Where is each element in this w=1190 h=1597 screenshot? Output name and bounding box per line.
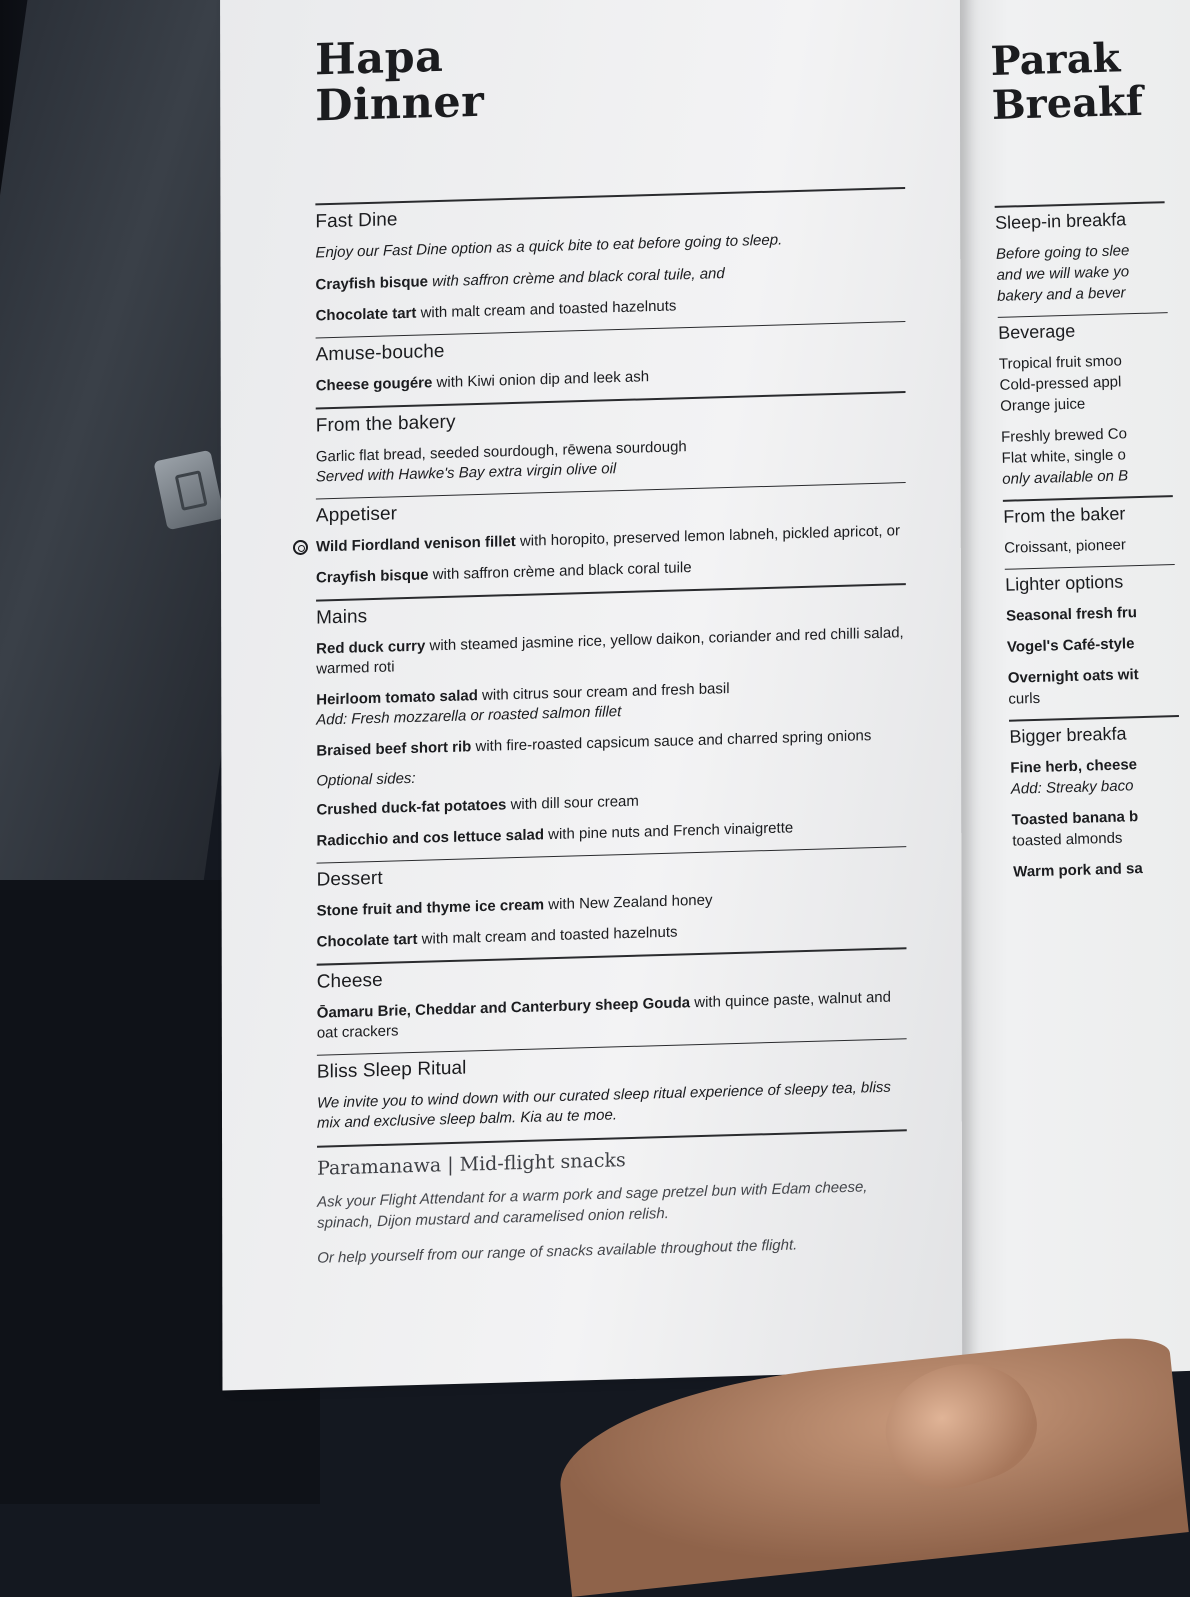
item-desc: with quince paste, walnut and oat crackers bbox=[316, 988, 891, 1042]
item-desc: with pine nuts and French vinaigrette bbox=[543, 818, 794, 843]
item-desc: with steamed jasmine rice, yellow daikon, coriander and red chilli salad, warmed roti bbox=[316, 623, 904, 678]
section-mains bbox=[316, 583, 906, 851]
text-line: Freshly brewed Co bbox=[1000, 425, 1128, 446]
section-divider bbox=[995, 201, 1165, 207]
dinner-menu-page bbox=[220, 0, 962, 1390]
text-line: Seasonal fresh fru bbox=[1005, 604, 1138, 625]
optional-sides-label: Optional sides: bbox=[316, 769, 416, 790]
text-line: Croissant, pioneer bbox=[1003, 535, 1127, 557]
section-text: Ask your Flight Attendant for a warm pork and sage pretzel bun with Edam cheese, spinach, Dijon mustard and caramelised onion relish. bbox=[317, 1177, 868, 1232]
item-desc: with dill sour cream bbox=[506, 792, 639, 813]
section-intro: Enjoy our Fast Dine option as a quick bite to eat before going to sleep. bbox=[315, 230, 783, 261]
text-line: Warm pork and sa bbox=[1012, 859, 1143, 881]
item-name: Cheese gougére bbox=[315, 374, 433, 395]
item-note: Served with Hawke's Bay extra virgin olive oil bbox=[315, 459, 617, 486]
text-line: only available on B bbox=[1002, 467, 1129, 488]
menu-title-line1: Hapa bbox=[315, 31, 444, 86]
item-note: Add: Fresh mozzarella or roasted salmon fillet bbox=[316, 702, 622, 729]
menu-item bbox=[316, 784, 906, 820]
dinner-menu-content bbox=[315, 21, 907, 1282]
menu-item bbox=[317, 987, 907, 1043]
menu-item bbox=[316, 815, 906, 851]
item-desc: with malt cream and toasted hazelnuts bbox=[417, 923, 678, 948]
koru-icon bbox=[293, 540, 308, 555]
section-text: We invite you to wind down with our curated sleep ritual experience of sleepy tea, bliss mix and exclusive sleep balm. Kia au te moe. bbox=[316, 1078, 891, 1132]
section-title: Sleep-in breakfa bbox=[994, 208, 1127, 233]
menu-item bbox=[316, 289, 906, 325]
item-desc: with horopito, preserved lemon labneh, pickled apricot, or bbox=[515, 522, 901, 550]
section-text: Or help yourself from our range of snacks available throughout the flight. bbox=[317, 1235, 798, 1267]
item-desc: with Kiwi onion dip and leek ash bbox=[432, 368, 650, 392]
item-desc: with fire-roasted capsicum sauce and charred spring onions bbox=[471, 726, 872, 755]
text-line: Toasted banana b bbox=[1011, 807, 1139, 829]
breakfast-menu-content bbox=[990, 35, 1183, 882]
text-line: toasted almonds bbox=[1012, 829, 1123, 850]
item-name: Chocolate tart bbox=[315, 304, 417, 324]
text-line: Add: Streaky baco bbox=[1010, 776, 1134, 798]
item-name: Chocolate tart bbox=[316, 930, 418, 951]
item-name: Braised beef short rib bbox=[316, 737, 472, 760]
section-fast-dine bbox=[315, 187, 905, 326]
section-amuse-bouche bbox=[316, 320, 906, 396]
section-bliss-sleep bbox=[317, 1038, 907, 1134]
text-line: Orange juice bbox=[999, 395, 1086, 415]
breakfast-title bbox=[990, 35, 1162, 128]
menu-item bbox=[317, 916, 907, 952]
menu-item bbox=[316, 725, 906, 761]
text-line: Tropical fruit smoo bbox=[998, 352, 1123, 373]
text-line: bakery and a bever bbox=[996, 283, 1126, 305]
item-desc: with citrus sour cream and fresh basil bbox=[477, 679, 730, 704]
text-line: Flat white, single o bbox=[1001, 446, 1127, 467]
section-title: From the baker bbox=[1003, 502, 1126, 527]
text-line: Cold-pressed appl bbox=[999, 373, 1122, 394]
section-title: Dessert bbox=[316, 867, 383, 891]
section-title: Appetiser bbox=[315, 503, 398, 527]
section-title: From the bakery bbox=[315, 411, 456, 437]
item-name: Ōamaru Brie, Cheddar and Canterbury sheep Gouda bbox=[316, 993, 691, 1022]
item-name: Heirloom tomato salad bbox=[316, 686, 478, 709]
item-name: Stone fruit and thyme ice cream bbox=[316, 896, 545, 920]
menu-item bbox=[315, 258, 905, 294]
text-line: Overnight oats wit bbox=[1007, 666, 1139, 687]
item-line: Garlic flat bread, seeded sourdough, rēwena sourdough bbox=[315, 437, 687, 466]
item-desc: with New Zealand honey bbox=[544, 891, 713, 914]
menu-item bbox=[316, 521, 906, 557]
text-line: and we will wake yo bbox=[996, 262, 1130, 284]
text-line: Before going to slee bbox=[995, 241, 1130, 263]
item-name: Crushed duck-fat potatoes bbox=[316, 795, 507, 819]
section-title: Bigger breakfa bbox=[1009, 722, 1127, 747]
section-title: Lighter options bbox=[1004, 571, 1124, 595]
item-desc: with saffron crème and black coral tuile, and bbox=[427, 264, 725, 290]
section-title: Bliss Sleep Ritual bbox=[316, 1057, 467, 1083]
section-cheese bbox=[317, 947, 907, 1043]
breakfast-title-line1: Parak bbox=[989, 34, 1121, 85]
section-title: Cheese bbox=[316, 969, 383, 993]
menu-item bbox=[316, 431, 906, 487]
item-name: Crayfish bisque bbox=[315, 272, 429, 293]
text-line: curls bbox=[1008, 689, 1041, 708]
section-title: Beverage bbox=[997, 320, 1076, 343]
item-name: Red duck curry bbox=[316, 637, 426, 658]
section-dessert bbox=[317, 846, 907, 953]
item-desc: with saffron crème and black coral tuile bbox=[428, 559, 692, 584]
section-bakery bbox=[316, 391, 906, 487]
item-name: Wild Fiordland venison fillet bbox=[315, 532, 516, 556]
menu-item bbox=[316, 623, 906, 679]
menu-title-line2: Dinner bbox=[315, 76, 485, 132]
menu-item bbox=[316, 674, 906, 730]
section-appetiser bbox=[316, 482, 906, 589]
section-snacks bbox=[317, 1129, 907, 1268]
item-name: Crayfish bisque bbox=[316, 566, 429, 587]
menu-item bbox=[316, 360, 906, 396]
breakfast-title-line2: Breakf bbox=[991, 77, 1144, 129]
section-title: Amuse-bouche bbox=[315, 340, 445, 366]
menu-title bbox=[315, 21, 905, 130]
text-line: Fine herb, cheese bbox=[1010, 755, 1138, 777]
section-title: Fast Dine bbox=[315, 208, 398, 232]
item-name: Radicchio and cos lettuce salad bbox=[316, 825, 544, 850]
item-desc: with malt cream and toasted hazelnuts bbox=[416, 296, 677, 322]
section-title: Paramanawa | Mid-flight snacks bbox=[317, 1148, 626, 1180]
text-line: Vogel's Café-style bbox=[1006, 635, 1135, 656]
section-title: Mains bbox=[316, 605, 368, 629]
menu-item bbox=[316, 552, 906, 588]
menu-item bbox=[317, 885, 907, 921]
